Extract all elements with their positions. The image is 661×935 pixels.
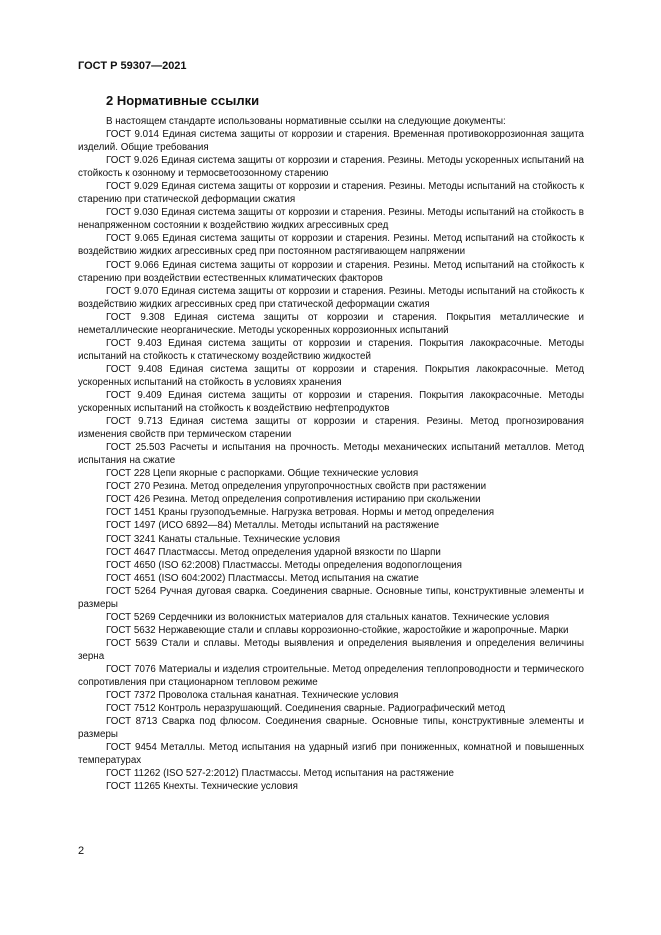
reference-item: ГОСТ 11265 Кнехты. Технические условия: [106, 781, 298, 793]
reference-item: ГОСТ 9.070 Единая система защиты от коррозии и старения. Резины. Методы испытаний на стойкость к воздействию жидких агрессивных сред при статической деформации сжатия: [78, 285, 584, 310]
reference-item: ГОСТ 4650 (ISO 62:2008) Пластмассы. Методы определения водопоглощения: [106, 559, 462, 571]
reference-item: ГОСТ 9.308 Единая система защиты от коррозии и старения. Покрытия металлические и неметаллические неорганические. Методы ускоренных коррозионных испытаний: [78, 311, 584, 336]
reference-item: ГОСТ 426 Резина. Метод определения сопротивления истиранию при скольжении: [106, 494, 481, 506]
section-title: 2 Нормативные ссылки: [106, 93, 260, 108]
reference-item: ГОСТ 1497 (ИСО 6892—84) Металлы. Методы испытаний на растяжение: [106, 520, 440, 532]
reference-item: ГОСТ 9.014 Единая система защиты от коррозии и старения. Временная противокоррозионная защита изделий. Общие требования: [78, 129, 584, 154]
document-header: ГОСТ Р 59307—2021: [78, 60, 187, 72]
reference-item: ГОСТ 8713 Сварка под флюсом. Соединения сварные. Основные типы, конструктивные элементы и размеры: [78, 716, 584, 741]
reference-item: ГОСТ 4651 (ISO 604:2002) Пластмассы. Метод испытания на сжатие: [106, 572, 419, 584]
intro-paragraph: В настоящем стандарте использованы нормативные ссылки на следующие документы:: [106, 116, 506, 127]
reference-item: ГОСТ 5269 Сердечники из волокнистых материалов для стальных канатов. Технические условия: [106, 611, 550, 623]
reference-item: ГОСТ 7372 Проволока стальная канатная. Технические условия: [106, 690, 399, 702]
reference-item: ГОСТ 3241 Канаты стальные. Технические условия: [106, 533, 341, 545]
reference-item: ГОСТ 9454 Металлы. Метод испытания на ударный изгиб при пониженных, комнатной и повышенных температурах: [78, 742, 584, 767]
reference-item: ГОСТ 25.503 Расчеты и испытания на прочность. Методы механических испытаний металлов. Метод испытания на сжатие: [78, 442, 584, 467]
reference-item: ГОСТ 5639 Стали и сплавы. Методы выявления и определения выявления и определения величины зерна: [78, 637, 584, 662]
reference-item: ГОСТ 228 Цепи якорные с распорками. Общие технические условия: [106, 468, 419, 480]
reference-item: ГОСТ 7512 Контроль неразрушающий. Соединения сварные. Радиографический метод: [106, 703, 505, 715]
reference-item: ГОСТ 9.029 Единая система защиты от коррозии и старения. Резины. Методы испытаний на стойкость к старению при статической деформации сжатия: [78, 181, 584, 206]
reference-item: ГОСТ 9.409 Единая система защиты от коррозии и старения. Покрытия лакокрасочные. Методы ускоренных испытаний на стойкость к воздействию нефтепродуктов: [78, 389, 584, 415]
reference-item: ГОСТ 7076 Материалы и изделия строительные. Метод определения теплопроводности и термического сопротивления при стационарном тепловом режиме: [78, 663, 584, 689]
reference-item: ГОСТ 9.065 Единая система защиты от коррозии и старения. Резины. Метод испытаний на стойкость к воздействию жидких агрессивных сред при постоянном растягивающем напряжении: [78, 233, 584, 258]
reference-item: ГОСТ 270 Резина. Метод определения упругопрочностных свойств при растяжении: [106, 481, 487, 493]
page-number: 2: [78, 845, 85, 857]
reference-item: ГОСТ 5264 Ручная дуговая сварка. Соединения сварные. Основные типы, конструктивные элементы и размеры: [78, 585, 584, 610]
reference-item: ГОСТ 1451 Краны грузоподъемные. Нагрузка ветровая. Нормы и метод определения: [106, 507, 495, 519]
reference-item: ГОСТ 9.713 Единая система защиты от коррозии и старения. Резины. Метод прогнозирования изменения свойств при термическом старении: [78, 416, 584, 441]
references-list: [78, 115, 584, 793]
reference-item: ГОСТ 11262 (ISO 527-2:2012) Пластмассы. Метод испытания на растяжение: [106, 768, 454, 780]
reference-item: ГОСТ 9.403 Единая система защиты от коррозии и старения. Покрытия лакокрасочные. Методы испытаний на стойкость к статическому воздействию жидкостей: [78, 337, 584, 362]
reference-item: ГОСТ 9.408 Единая система защиты от коррозии и старения. Покрытия лакокрасочные. Метод ускоренных испытаний на стойкость в условиях хранения: [78, 363, 584, 388]
reference-item: ГОСТ 5632 Нержавеющие стали и сплавы коррозионно-стойкие, жаростойкие и жаропрочные. Марки: [106, 624, 569, 636]
reference-item: ГОСТ 9.026 Единая система защиты от коррозии и старения. Резины. Методы ускоренных испытаний на стойкость к озонному и термосветоозонному старению: [78, 155, 584, 180]
reference-item: ГОСТ 9.066 Единая система защиты от коррозии и старения. Резины. Метод испытаний на стойкость к старению при воздействии естественных климатических факторов: [78, 259, 584, 284]
reference-item: ГОСТ 4647 Пластмассы. Метод определения ударной вязкости по Шарпи: [106, 546, 441, 558]
reference-item: ГОСТ 9.030 Единая система защиты от коррозии и старения. Резины. Методы испытаний на стойкость в ненапряженном состоянии к воздействию жидких агрессивных сред: [78, 207, 584, 232]
